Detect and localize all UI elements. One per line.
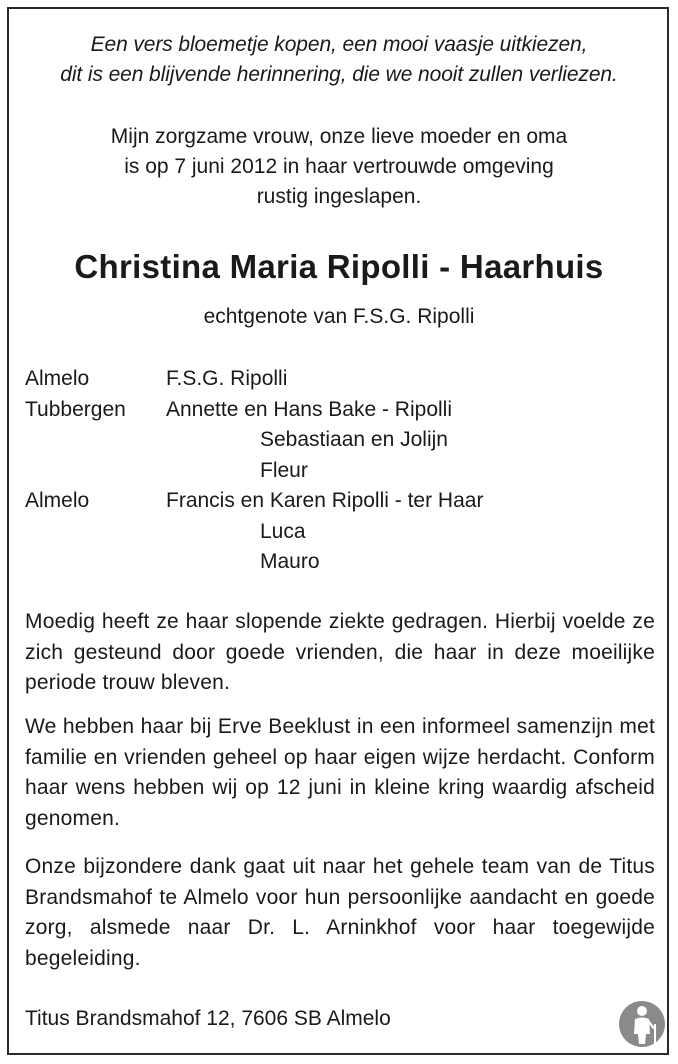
family-names: Sebastiaan en Jolijn xyxy=(260,428,448,451)
family-list xyxy=(25,364,655,578)
poem-line: Een vers bloemetje kopen, een mooi vaasje uitkiezen, xyxy=(90,33,588,56)
family-row xyxy=(25,425,655,456)
address-line: Titus Brandsmahof 12, 7606 SB Almelo xyxy=(25,1007,391,1030)
announcement-line: Mijn zorgzame vrouw, onze lieve moeder en oma xyxy=(110,125,568,148)
family-names: Luca xyxy=(260,519,306,543)
announcement-text xyxy=(0,122,678,212)
announcement-line: rustig ingeslapen. xyxy=(256,185,422,208)
paragraph-thanks: Onze bijzondere dank gaat uit naar het gehele team van de Titus Brandsmahof te Almelo voor hun persoonlijke aandacht en goede zorg, alsmede naar Dr. L. Arninkhof voor haar toegewijde begeleiding. xyxy=(25,855,655,970)
family-names: Fleur xyxy=(260,458,308,482)
family-row xyxy=(25,547,655,578)
family-row xyxy=(25,395,655,426)
family-place: Almelo xyxy=(25,489,90,512)
memorial-figure-icon xyxy=(618,998,666,1050)
family-row xyxy=(25,364,655,395)
spouse-line: echtgenote van F.S.G. Ripolli xyxy=(203,305,475,328)
paragraph-illness: Moedig heeft ze haar slopende ziekte gedragen. Hierbij voelde ze zich gesteund door goede vrienden, die haar in deze moeilijke periode trouw bleven. xyxy=(25,610,655,694)
family-names: Francis en Karen Ripolli - ter Haar xyxy=(166,489,484,512)
family-place: Tubbergen xyxy=(25,397,126,421)
family-row xyxy=(25,456,655,487)
family-names: Mauro xyxy=(260,550,320,573)
paragraph-farewell: We hebben haar bij Erve Beeklust in een informeel samenzijn met familie en vrienden geheel op haar eigen wijze herdacht. Conform haar wens hebben wij op 12 juni in kleine kring waardig afscheid genomen. xyxy=(25,715,655,830)
family-names: Annette en Hans Bake - Ripolli xyxy=(166,397,452,421)
family-place: Almelo xyxy=(25,367,90,390)
opening-poem xyxy=(0,30,678,90)
family-row xyxy=(25,517,655,548)
announcement-line: is op 7 juni 2012 in haar vertrouwde omgeving xyxy=(124,155,554,178)
family-row xyxy=(25,486,655,517)
deceased-name: Christina Maria Ripolli - Haarhuis xyxy=(74,248,604,285)
family-names: F.S.G. Ripolli xyxy=(166,367,288,390)
poem-line: dit is een blijvende herinnering, die we nooit zullen verliezen. xyxy=(60,63,618,86)
